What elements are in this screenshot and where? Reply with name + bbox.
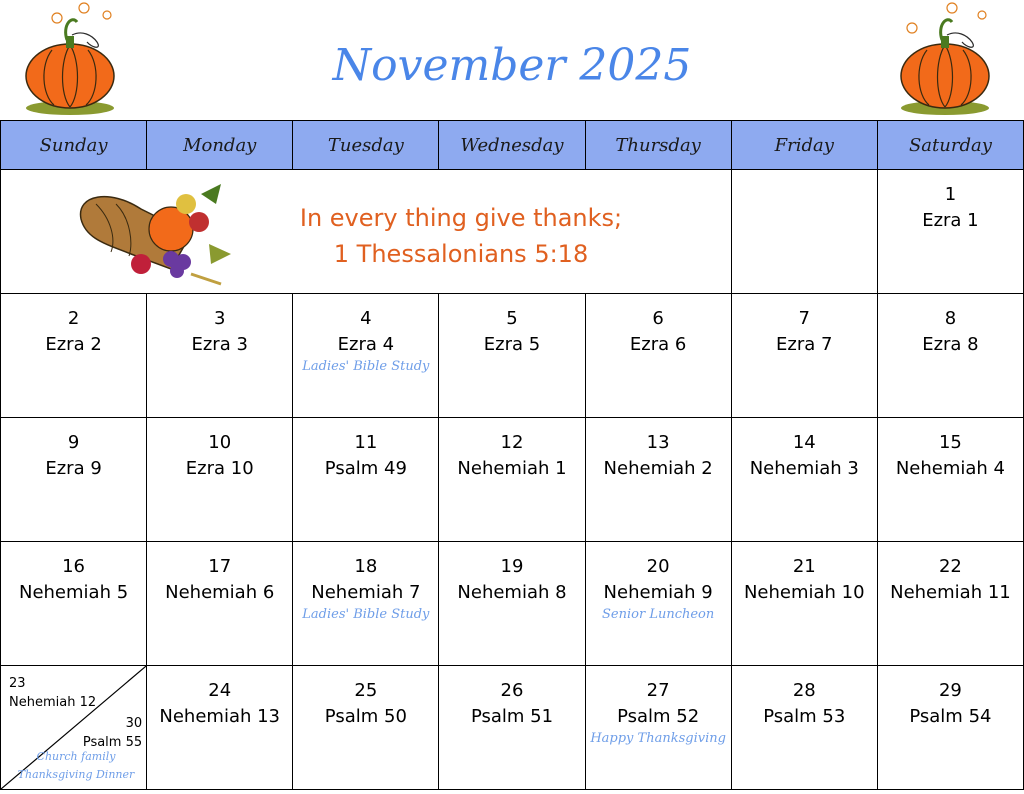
day-number: 26 xyxy=(500,680,524,701)
day-reading: Psalm 50 xyxy=(324,706,407,727)
day-reading: Nehemiah 2 xyxy=(603,458,713,479)
day-cell[interactable] xyxy=(1,294,147,418)
day-cell[interactable] xyxy=(1,418,147,542)
day-reading: Ezra 10 xyxy=(185,458,254,479)
split-day-cell[interactable] xyxy=(1,666,147,790)
day-number: 14 xyxy=(792,432,816,453)
day-number: 13 xyxy=(646,432,670,453)
day-reading: Ezra 9 xyxy=(45,458,102,479)
day-cell[interactable] xyxy=(439,666,585,790)
day-reading: Ezra 3 xyxy=(191,334,248,355)
day-number: 1 xyxy=(944,184,957,205)
day-reading: Nehemiah 11 xyxy=(890,582,1011,603)
day-number: 5 xyxy=(506,308,518,329)
day-number: 24 xyxy=(208,680,232,701)
day-number: 8 xyxy=(944,308,957,329)
day-reading: Nehemiah 4 xyxy=(895,458,1005,479)
weekday-monday: Monday xyxy=(147,121,293,170)
day-reading: Nehemiah 1 xyxy=(457,458,567,479)
day-number: 4 xyxy=(360,308,372,329)
day-reading: Ezra 4 xyxy=(337,334,395,355)
day-reading: Nehemiah 10 xyxy=(743,582,865,603)
weekday-tuesday: Tuesday xyxy=(293,121,439,170)
day-cell[interactable] xyxy=(731,666,877,790)
day-number: 15 xyxy=(938,432,962,453)
week-row-3 xyxy=(1,418,1024,542)
day-reading: Psalm 55 xyxy=(82,735,143,750)
week-row-4 xyxy=(1,542,1024,666)
day-cell[interactable] xyxy=(877,294,1023,418)
day-event: Thanksgiving Dinner xyxy=(17,768,135,781)
day-number: 7 xyxy=(798,308,810,329)
day-number: 19 xyxy=(500,556,524,577)
day-cell[interactable] xyxy=(585,542,731,666)
day-reading: Nehemiah 9 xyxy=(603,582,713,603)
day-number: 28 xyxy=(792,680,816,701)
day-cell[interactable] xyxy=(877,666,1023,790)
day-number: 3 xyxy=(213,308,226,329)
bible-verse xyxy=(231,200,691,272)
verse-reference: 1 Thessalonians 5:18 xyxy=(333,240,589,268)
day-cell[interactable] xyxy=(877,418,1023,542)
day-reading: Nehemiah 3 xyxy=(749,458,859,479)
day-cell[interactable] xyxy=(585,294,731,418)
day-cell[interactable] xyxy=(147,294,293,418)
split-upper-day xyxy=(9,674,96,712)
day-number: 12 xyxy=(500,432,524,453)
day-number: 30 xyxy=(125,716,143,731)
day-cell[interactable] xyxy=(293,418,439,542)
day-cell[interactable] xyxy=(439,294,585,418)
day-number: 18 xyxy=(354,556,378,577)
weekday-thursday: Thursday xyxy=(585,121,731,170)
day-cell[interactable] xyxy=(585,666,731,790)
day-event: Senior Luncheon xyxy=(602,607,715,622)
day-cell[interactable] xyxy=(293,666,439,790)
day-cell[interactable] xyxy=(147,418,293,542)
day-cell[interactable] xyxy=(439,418,585,542)
day-reading: Ezra 6 xyxy=(629,334,687,355)
day-cell[interactable] xyxy=(731,294,877,418)
day-reading: Ezra 2 xyxy=(45,334,102,355)
day-number: 11 xyxy=(354,432,378,453)
day-number: 2 xyxy=(67,308,80,329)
week-row-5 xyxy=(1,666,1024,790)
day-number: 9 xyxy=(67,432,80,453)
day-cell[interactable] xyxy=(147,542,293,666)
day-cell[interactable] xyxy=(585,418,731,542)
day-reading: Psalm 54 xyxy=(909,706,992,727)
day-cell[interactable] xyxy=(293,294,439,418)
day-cell[interactable] xyxy=(1,542,147,666)
day-number: 17 xyxy=(208,556,232,577)
day-number: 16 xyxy=(62,556,86,577)
weekday-friday: Friday xyxy=(731,121,877,170)
day-reading: Ezra 7 xyxy=(776,334,833,355)
day-reading: Nehemiah 7 xyxy=(311,582,421,603)
day-event: Ladies' Bible Study xyxy=(302,359,430,374)
week-row-2 xyxy=(1,294,1024,418)
thanks-banner-cell xyxy=(1,170,732,294)
day-reading: Nehemiah 13 xyxy=(159,706,281,727)
day-number: 23 xyxy=(9,676,26,691)
day-number: 27 xyxy=(646,680,670,701)
cornucopia-icon xyxy=(71,174,236,292)
day-number: 21 xyxy=(792,556,816,577)
day-cell[interactable] xyxy=(877,542,1023,666)
day-reading: Ezra 5 xyxy=(483,334,541,355)
day-number: 6 xyxy=(652,308,664,329)
day-number: 20 xyxy=(646,556,670,577)
day-reading: Nehemiah 6 xyxy=(165,582,275,603)
weekday-saturday: Saturday xyxy=(877,121,1023,170)
day-reading: Psalm 52 xyxy=(617,706,700,727)
day-reading: Nehemiah 12 xyxy=(9,695,97,710)
day-cell[interactable] xyxy=(877,170,1023,294)
day-cell[interactable] xyxy=(293,542,439,666)
day-reading: Nehemiah 8 xyxy=(457,582,567,603)
day-reading: Psalm 53 xyxy=(763,706,846,727)
day-cell[interactable] xyxy=(731,418,877,542)
day-cell[interactable] xyxy=(439,542,585,666)
day-number: 22 xyxy=(938,556,962,577)
day-reading: Psalm 49 xyxy=(324,458,407,479)
day-event: Happy Thanksgiving xyxy=(590,731,726,746)
day-cell[interactable] xyxy=(731,542,877,666)
weekday-header-row xyxy=(1,121,1024,170)
verse-text: In every thing give thanks; xyxy=(299,204,623,232)
day-reading: Nehemiah 5 xyxy=(18,582,129,603)
day-number: 25 xyxy=(354,680,378,701)
weekday-sunday: Sunday xyxy=(1,121,147,170)
calendar-grid xyxy=(0,120,1024,790)
day-reading: Psalm 51 xyxy=(470,706,554,727)
weekday-wednesday: Wednesday xyxy=(439,121,585,170)
day-event: Ladies' Bible Study xyxy=(302,607,430,622)
week-row-1 xyxy=(1,170,1024,294)
split-lower-day xyxy=(83,714,142,752)
day-number: 10 xyxy=(208,432,232,453)
day-reading: Ezra 8 xyxy=(922,334,979,355)
day-cell[interactable] xyxy=(147,666,293,790)
day-number: 29 xyxy=(938,680,962,701)
day-reading: Ezra 1 xyxy=(922,210,979,231)
empty-day-cell xyxy=(731,170,877,294)
day-event: Church family xyxy=(36,750,116,763)
calendar-title: November 2025 xyxy=(332,40,692,91)
